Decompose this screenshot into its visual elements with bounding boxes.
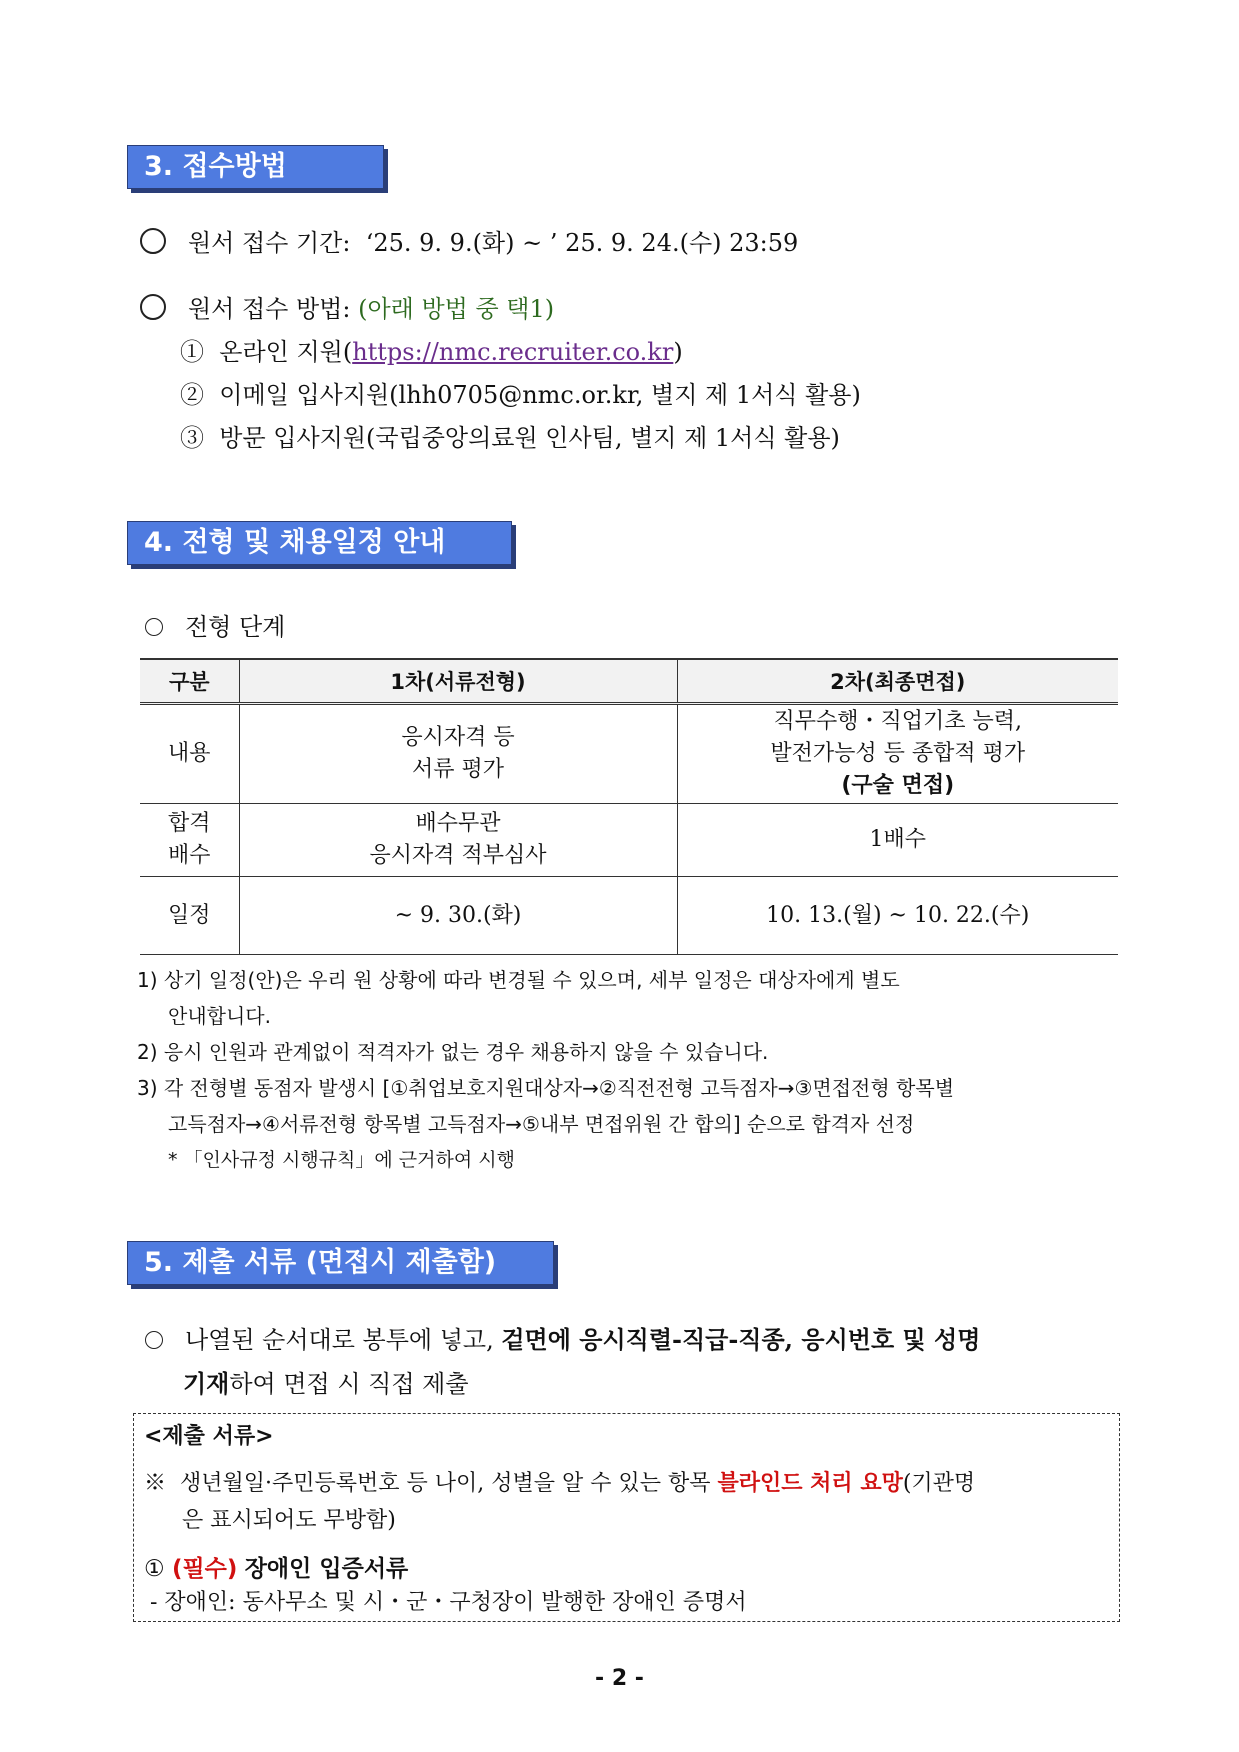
note-2: 2) 응시 인원과 관계없이 적격자가 없는 경우 채용하지 않을 수 있습니다. [137,1040,769,1064]
table-cell: 응시자격 등 서류 평가 [239,704,677,804]
page-number: - 2 - [595,1666,644,1691]
bullet-circle-icon [145,618,163,636]
method-online: ① 온라인 지원(https://nmc.recruiter.co.kr) [180,338,683,366]
disability-proof-item: ① (필수) 장애인 입증서류 [144,1556,409,1582]
submission-intro: 나열된 순서대로 봉투에 넣고, 겉면에 응시직렬-직급-직종, 응시번호 및 성명 [145,1325,980,1355]
table-cell: 배수무관 응시자격 적부심사 [239,804,677,877]
selection-table [140,658,1118,955]
documents-title: <제출 서류> [144,1424,274,1449]
blind-notice-cont: 은 표시되어도 무방함) [182,1508,396,1533]
table-row [140,704,1118,804]
table-cell: 직무수행・직업기초 능력, 발전가능성 등 종합적 평가 (구술 면접) [677,704,1118,804]
blind-notice: ※ 생년월일·주민등록번호 등 나이, 성별을 알 수 있는 항목 블라인드 처리 요망(기관명 [144,1470,976,1496]
bullet-circle-icon [145,1331,163,1349]
selection-stage-sub: 전형 단계 [145,612,285,642]
note-3-cont: 고득점자→④서류전형 항목별 고득점자→⑤내부 면접위원 간 합의] 순으로 합격자 선정 [168,1112,915,1136]
table-header: 2차(최종면접) [677,659,1118,704]
table-row [140,877,1118,955]
method-email: ② 이메일 입사지원(lhh0705@nmc.or.kr, 별지 제 1서식 활용) [180,381,861,409]
note-1-cont: 안내합니다. [168,1004,271,1028]
method-visit: ③ 방문 입사지원(국립중앙의료원 인사팀, 별지 제 1서식 활용) [180,424,840,452]
application-period: 원서 접수 기간: ‘25. 9. 9.(화) ~ ’ 25. 9. 24.(수) 23:59 [140,228,798,258]
documents-box [133,1413,1120,1622]
bullet-circle-icon [140,294,166,320]
table-row [140,804,1118,877]
note-3: 3) 각 전형별 동점자 발생시 [①취업보호지원대상자→②직전전형 고득점자→③면접전형 항목별 [137,1076,955,1100]
table-cell: 합격 배수 [140,804,239,877]
table-header-row [140,659,1118,704]
table-cell: 10. 13.(월) ~ 10. 22.(수) [677,877,1118,955]
disability-proof-detail: - 장애인: 동사무소 및 시・군・구청장이 발행한 장애인 증명서 [150,1590,747,1615]
recruiter-link[interactable]: https://nmc.recruiter.co.kr [352,338,674,366]
section-4-heading: 4. 전형 및 채용일정 안내 [127,521,512,565]
note-asterisk: * 「인사규정 시행규칙」에 근거하여 시행 [168,1149,515,1171]
table-cell: ~ 9. 30.(화) [239,877,677,955]
table-header: 1차(서류전형) [239,659,677,704]
note-1: 1) 상기 일정(안)은 우리 원 상황에 따라 변경될 수 있으며, 세부 일정은 대상자에게 별도 [137,968,900,992]
bullet-circle-icon [140,228,166,254]
table-cell: 일정 [140,877,239,955]
table-cell: 내용 [140,704,239,804]
table-cell: 1배수 [677,804,1118,877]
section-3-heading: 3. 접수방법 [127,145,384,189]
submission-intro-cont: 기재하여 면접 시 직접 제출 [183,1369,469,1398]
table-header: 구분 [140,659,239,704]
application-method: 원서 접수 방법: (아래 방법 중 택1) [140,294,554,324]
section-5-heading: 5. 제출 서류 (면접시 제출함) [127,1241,554,1285]
